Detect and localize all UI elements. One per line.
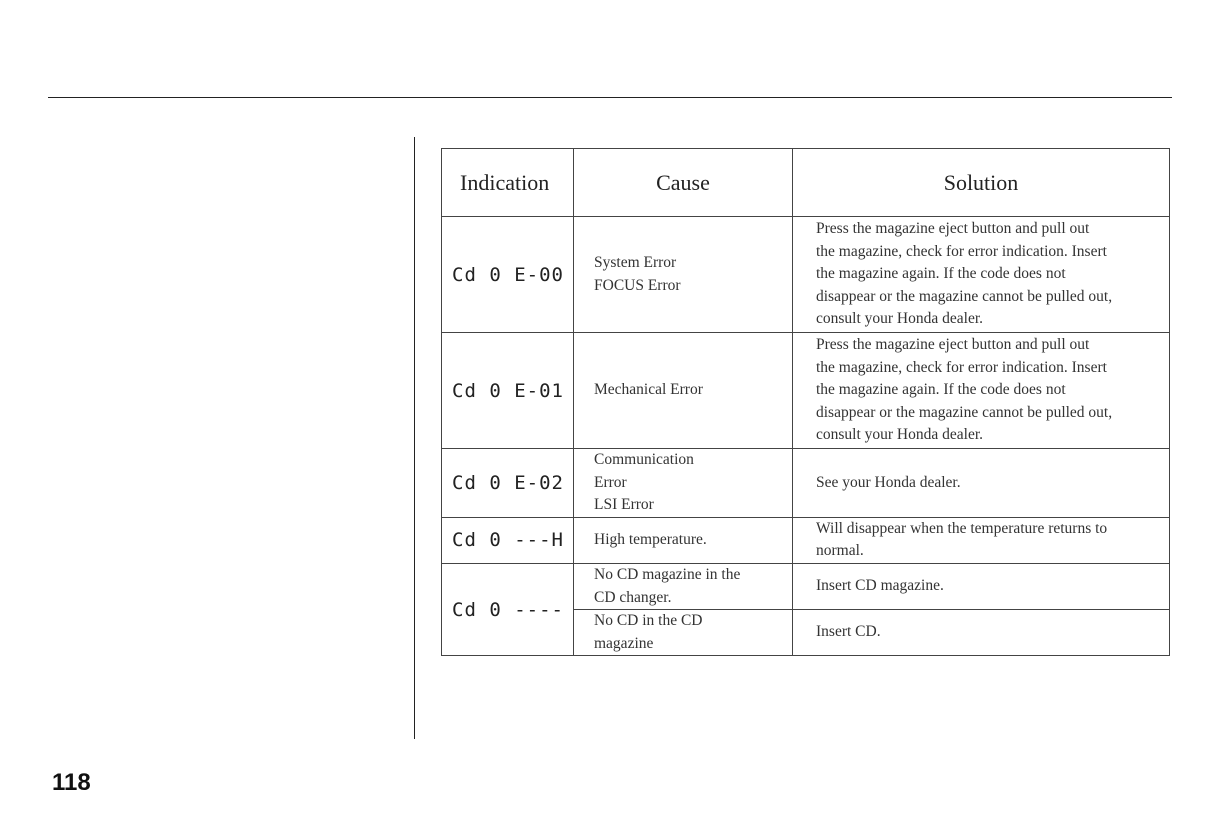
cause-line: CD changer. bbox=[594, 588, 672, 606]
error-indication-table bbox=[441, 148, 1170, 656]
solution-line: the magazine again. If the code does not bbox=[816, 265, 1066, 283]
table-header-row bbox=[442, 149, 1170, 217]
solution-line: the magazine, check for error indication. Insert bbox=[816, 358, 1107, 376]
cause-line: High temperature. bbox=[594, 531, 707, 549]
display-code: Cd 0 E-01 bbox=[442, 333, 574, 449]
cause-line: No CD in the CD bbox=[594, 612, 703, 630]
solution-cell bbox=[793, 449, 1170, 518]
solution-line: the magazine, check for error indication. Insert bbox=[816, 242, 1107, 260]
cause-line: FOCUS Error bbox=[594, 276, 681, 294]
cause-line: LSI Error bbox=[594, 496, 654, 514]
solution-line: consult your Honda dealer. bbox=[816, 426, 984, 444]
table-row bbox=[442, 333, 1170, 449]
solution-line: disappear or the magazine cannot be pulled out, bbox=[816, 403, 1113, 421]
solution-cell bbox=[793, 610, 1170, 656]
solution-line: Press the magazine eject button and pull out bbox=[816, 220, 1090, 238]
cause-line: Communication bbox=[594, 451, 694, 468]
table-row bbox=[442, 217, 1170, 333]
solution-cell bbox=[793, 217, 1170, 333]
solution-line: the magazine again. If the code does not bbox=[816, 381, 1066, 399]
cause-cell bbox=[574, 563, 793, 609]
solution-line: Insert CD magazine. bbox=[816, 577, 944, 595]
solution-line: Insert CD. bbox=[816, 623, 881, 641]
cause-cell bbox=[574, 217, 793, 333]
display-code: Cd 0 ---- bbox=[442, 563, 574, 655]
cause-cell bbox=[574, 610, 793, 656]
left-margin-rule bbox=[414, 137, 415, 739]
cause-line: No CD magazine in the bbox=[594, 565, 741, 583]
cause-line: magazine bbox=[594, 634, 654, 652]
table-row bbox=[442, 449, 1170, 518]
cause-line: Error bbox=[594, 473, 627, 491]
solution-cell bbox=[793, 563, 1170, 609]
header-solution: Solution bbox=[793, 149, 1170, 217]
table-row bbox=[442, 563, 1170, 609]
cause-cell bbox=[574, 449, 793, 518]
page-number: 118 bbox=[52, 769, 91, 796]
cause-line: Mechanical Error bbox=[594, 381, 703, 399]
solution-line: consult your Honda dealer. bbox=[816, 310, 984, 328]
cause-cell bbox=[574, 517, 793, 563]
cause-line: System Error bbox=[594, 253, 677, 271]
top-rule bbox=[48, 97, 1172, 98]
header-cause: Cause bbox=[574, 149, 793, 217]
solution-line: Will disappear when the temperature returns to bbox=[816, 519, 1108, 537]
header-indication: Indication bbox=[442, 149, 574, 217]
display-code: Cd 0 E-00 bbox=[442, 217, 574, 333]
display-code: Cd 0 E-02 bbox=[442, 449, 574, 518]
solution-cell bbox=[793, 333, 1170, 449]
solution-line: Press the magazine eject button and pull out bbox=[816, 336, 1090, 354]
cause-cell bbox=[574, 333, 793, 449]
solution-line: See your Honda dealer. bbox=[816, 473, 961, 491]
table-row bbox=[442, 517, 1170, 563]
display-code: Cd 0 ---H bbox=[442, 517, 574, 563]
solution-line: normal. bbox=[816, 542, 864, 560]
solution-line: disappear or the magazine cannot be pulled out, bbox=[816, 287, 1113, 305]
solution-cell bbox=[793, 517, 1170, 563]
